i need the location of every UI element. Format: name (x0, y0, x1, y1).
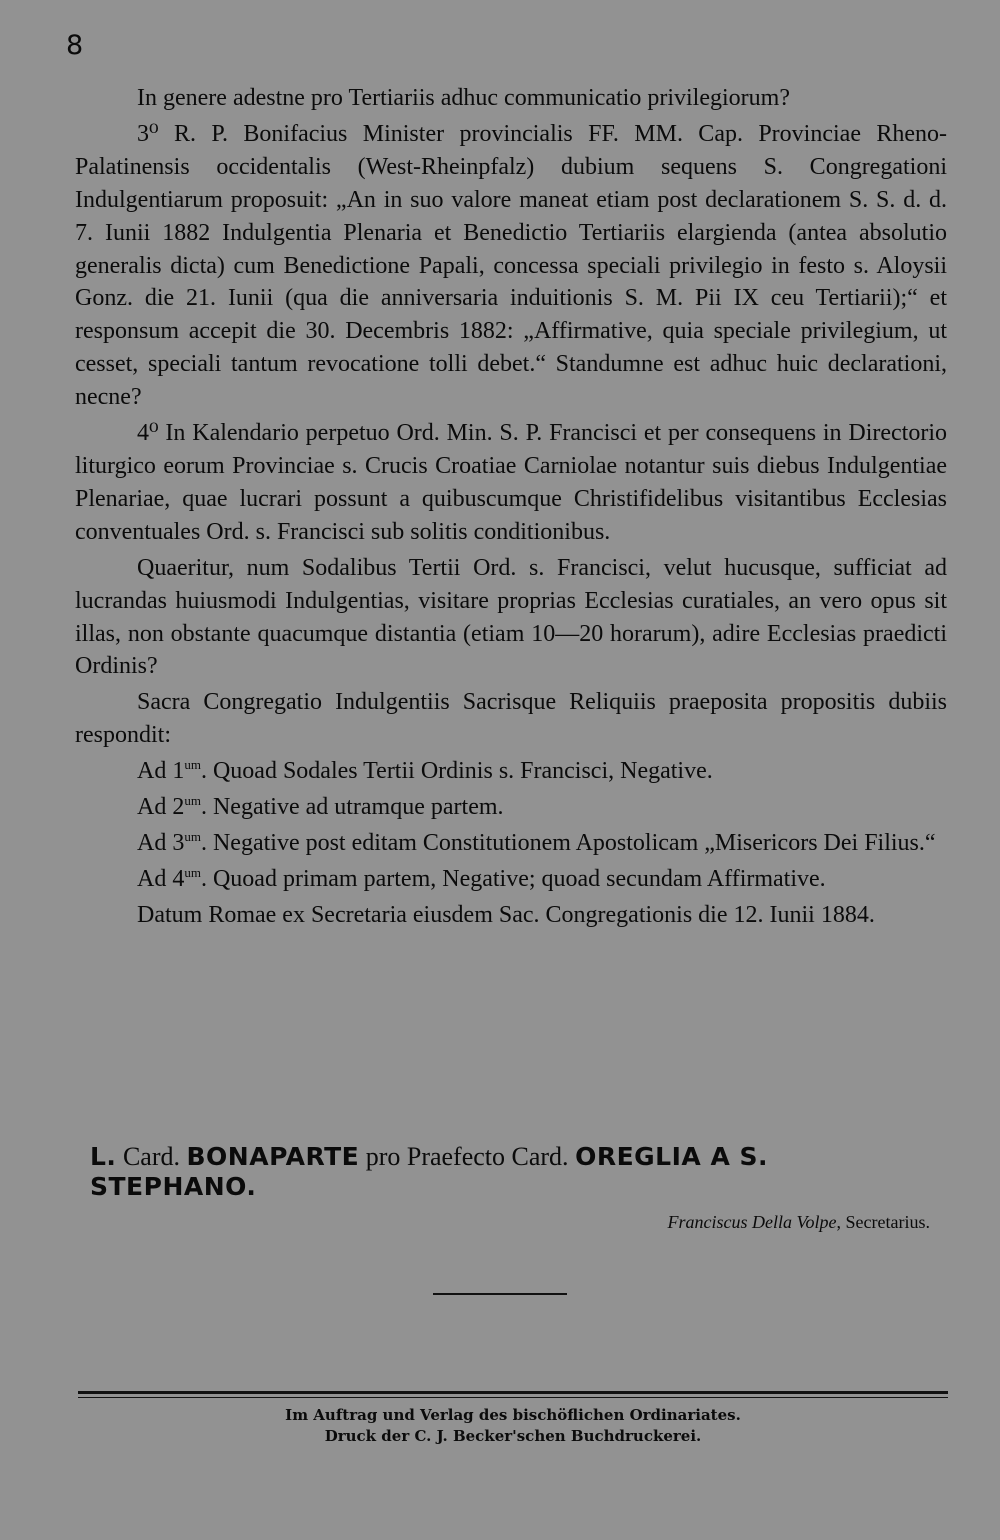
answer-3: Ad $3^{um}$. Negative post editam Constitutionem Apostolicam „Misericors Dei Filius.“ (137, 828, 936, 856)
signature-card: Card. (122, 1142, 180, 1171)
footer-rule-thin (78, 1397, 948, 1398)
secretary-signature (668, 1212, 930, 1233)
paragraph: Quaeritur, num Sodalibus Tertii Ord. s. Francisci, velut hucusque, sufficiat ad lucrandas huiusmodi Indulgentias, visitare proprias Ecclesias curatiales, an vero opus sit illas, non obstante quacumque distantia (etiam 10—20 horarum), adire Ecclesias praedicti Ordinis? (75, 554, 947, 680)
signature-line (90, 1142, 940, 1202)
page-number: 8 (66, 30, 84, 61)
imprint-line-2: Druck der C. J. Becker'schen Buchdruckerei. (324, 1427, 702, 1445)
divider (433, 1293, 567, 1295)
paragraph: Sacra Congregatio Indulgentiis Sacrisque Reliquiis praeposita propositis dubiis respondit: (75, 689, 947, 749)
answer-2: Ad $2^{um}$. Negative ad utramque partem. (137, 793, 504, 821)
secretary-name: Franciscus Della Volpe (667, 1212, 837, 1232)
signature-name-bonaparte: BONAPARTE (186, 1142, 360, 1171)
imprint (78, 1405, 948, 1447)
secretary-title: , Secretarius. (836, 1212, 930, 1232)
paragraph: In genere adestne pro Tertiariis adhuc communicatio privilegiorum? (137, 85, 790, 111)
signature-initial: L. (90, 1142, 117, 1171)
signature-middle: pro Praefecto Card. (365, 1142, 569, 1171)
footer-rule (78, 1391, 948, 1394)
paragraph: 4⁰ In Kalendario perpetuo Ord. Min. S. P. Francisci et per consequens in Directorio liturgico eorum Provinciae s. Crucis Croatiae Carniolae notantur suis diebus Indulgentiae Plenariae, quae lucrari possunt a quibuscumque Christifidelibus visitantibus Ecclesias conventuales Ord. s. Francisci sub solitis conditionibus. (75, 420, 947, 545)
date-line: Datum Romae ex Secretaria eiusdem Sac. Congregationis die 12. Iunii 1884. (137, 901, 875, 928)
paragraph: 3⁰ R. P. Bonifacius Minister provincialis FF. MM. Cap. Provinciae Rheno-Palatinensis occidentalis (West-Rheinpfalz) dubium sequens S. Congregationi Indulgentiarum proposuit: „An in suo valore maneat etiam post declarationem S. S. d. d. 7. Iunii 1882 Indulgentia Plenaria et Benedictio Tertiariis elargienda (antea absolutio generalis dicta) cum Benedictione Papali, concessa speciali privilegio in festo s. Aloysii Gonz. die 21. Iunii (qua die anniversaria induitionis S. M. Pii IX ceu Tertiarii);“ et responsum accepit die 30. Decembris 1882: „Affirmative, quia speciale privilegium, ut cesset, speciali tantum revocatione tolli debet.“ Standumne est adhuc huic declarationi, necne? (75, 120, 947, 411)
imprint-line-1: Im Auftrag und Verlag des bischöflichen Ordinariates. (285, 1406, 741, 1424)
signature-name-oreglia: OREGLIA A S. STEPHANO. (90, 1142, 769, 1201)
document-body (75, 82, 947, 935)
answer-1: Ad $1^{um}$. Quoad Sodales Tertii Ordinis s. Francisci, Negative. (137, 757, 713, 785)
answer-4: Ad $4^{um}$. Quoad primam partem, Negative; quoad secundam Affirmative. (137, 864, 826, 892)
